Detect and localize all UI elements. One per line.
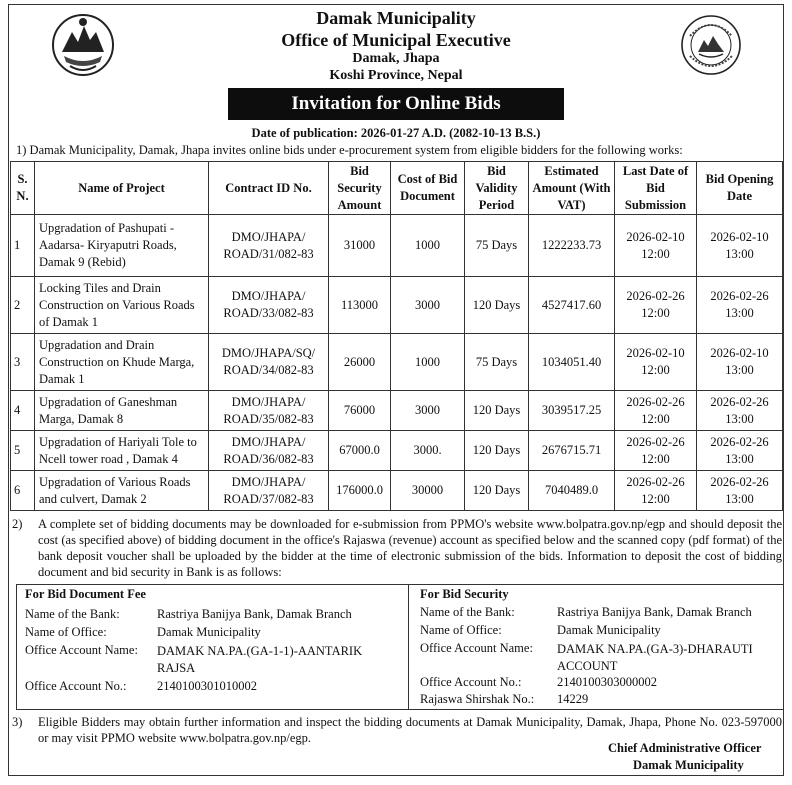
last-time: 12:00: [641, 246, 670, 261]
account-name-value: DAMAK NA.PA.(GA-3)-DHARAUTI ACCOUNT: [557, 642, 753, 673]
col-header: Bid Security Amount: [329, 162, 391, 215]
intro-paragraph: 1) Damak Municipality, Damak, Jhapa invites online bids under e-procurement system from eligible bidders for the following works:: [16, 143, 683, 157]
cell-estimated: 7040489.0: [529, 471, 615, 511]
last-time: 12:00: [641, 411, 670, 426]
cell-open-date: [697, 391, 783, 431]
notice-title-banner: Invitation for Online Bids: [228, 88, 564, 120]
cell-sn: 4: [11, 391, 35, 431]
location-line: Damak, Jhapa: [352, 51, 440, 66]
cell-cost: 1000: [391, 215, 465, 277]
cell-validity: 120 Days: [465, 471, 529, 511]
open-time: 13:00: [725, 246, 754, 261]
cell-last-date: [615, 277, 697, 334]
col-header: Contract ID No.: [209, 162, 329, 215]
col-header: Estimated Amount (With VAT): [529, 162, 615, 215]
cell-project: Upgradation of Hariyali Tole to Ncell tower road , Damak 4: [35, 431, 209, 471]
last-date: 2026-02-10: [626, 229, 685, 244]
last-date: 2026-02-26: [626, 434, 685, 449]
paragraph-text: A complete set of bidding documents may be downloaded for e-submission from PPMO's website www.bolpatra.gov.np/egp and should deposit the cost (as specified above) of bidding document in the office's Rajaswa (revenue) account as specified below and the scanned copy (pdf format) of the bank deposit voucher shall be uploaded by the bidder at the time of electronic submission of the bids. Information to deposit the cost of bidding document and bid security in Bank is as follows:: [38, 517, 782, 579]
cell-last-date: [615, 215, 697, 277]
cell-last-date: [615, 431, 697, 471]
bid-security-title: For Bid Security: [420, 587, 509, 601]
cell-estimated: 1222233.73: [529, 215, 615, 277]
cell-last-date: [615, 391, 697, 431]
cell-validity: 75 Days: [465, 334, 529, 391]
col-header: Name of Project: [35, 162, 209, 215]
bid-security-box: [408, 584, 784, 710]
account-no-value: 2140100301010002: [157, 679, 257, 693]
cell-sn: 6: [11, 471, 35, 511]
col-header: Bid Validity Period: [465, 162, 529, 215]
col-header: Bid Opening Date: [697, 162, 783, 215]
cell-estimated: 3039517.25: [529, 391, 615, 431]
cell-cost: 3000.: [391, 431, 465, 471]
bank-name-label: Name of the Bank:: [420, 605, 515, 619]
open-time: 13:00: [725, 451, 754, 466]
cell-open-date: [697, 431, 783, 471]
paragraph-number: 2): [12, 517, 23, 531]
cell-project: Upgradation of Ganeshman Marga, Damak 8: [35, 391, 209, 431]
cell-contract: DMO/JHAPA/SQ/ ROAD/34/082-83: [209, 334, 329, 391]
cell-contract: DMO/JHAPA/ ROAD/31/082-83: [209, 215, 329, 277]
table-row: [11, 431, 783, 471]
shirshak-value: 14229: [557, 692, 589, 706]
table-row: [11, 215, 783, 277]
cell-validity: 120 Days: [465, 431, 529, 471]
cell-security: 26000: [329, 334, 391, 391]
cell-contract: DMO/JHAPA/ ROAD/35/082-83: [209, 391, 329, 431]
cell-project: Locking Tiles and Drain Construction on Various Roads of Damak 1: [35, 277, 209, 334]
cell-open-date: [697, 334, 783, 391]
cell-open-date: [697, 215, 783, 277]
last-date: 2026-02-26: [626, 289, 685, 303]
cell-cost: 3000: [391, 391, 465, 431]
open-date: 2026-02-26: [710, 289, 769, 303]
cell-cost: 1000: [391, 334, 465, 391]
cell-security: 113000: [329, 277, 391, 334]
bid-fee-title: For Bid Document Fee: [25, 587, 146, 601]
office-name-label: Name of Office:: [25, 625, 107, 639]
cell-validity: 120 Days: [465, 391, 529, 431]
last-date: 2026-02-10: [626, 346, 685, 360]
office-name-label: Name of Office:: [420, 623, 502, 637]
open-date: 2026-02-10: [710, 346, 769, 360]
cell-open-date: [697, 277, 783, 334]
signatory-office: Damak Municipality: [633, 758, 744, 772]
cell-estimated: 2676715.71: [529, 431, 615, 471]
cell-sn: 2: [11, 277, 35, 334]
cell-cost: 3000: [391, 277, 465, 334]
col-header: Cost of Bid Document: [391, 162, 465, 215]
account-no-value: 2140100303000002: [557, 675, 657, 689]
cell-security: 76000: [329, 391, 391, 431]
cell-security: 31000: [329, 215, 391, 277]
last-date: 2026-02-26: [626, 394, 685, 409]
account-name-label: Office Account Name:: [420, 641, 533, 655]
open-time: 13:00: [725, 363, 754, 377]
works-table: [10, 161, 783, 511]
office-name-value: Damak Municipality: [157, 625, 261, 639]
cell-sn: 5: [11, 431, 35, 471]
table-row: [11, 334, 783, 391]
bank-name-value: Rastriya Banijya Bank, Damak Branch: [557, 605, 752, 619]
open-date: 2026-02-10: [710, 229, 769, 244]
cell-project: Upgradation of Various Roads and culvert, Damak 2: [35, 471, 209, 511]
cell-last-date: [615, 334, 697, 391]
cell-security: 176000.0: [329, 471, 391, 511]
cell-project: Upgradation of Pashupati - Aadarsa- Kiryaputri Roads, Damak 9 (Rebid): [35, 215, 209, 277]
table-header-row: [11, 162, 783, 215]
bank-name-value: Rastriya Banijya Bank, Damak Branch: [157, 607, 352, 621]
account-name-label: Office Account Name:: [25, 643, 138, 657]
table-row: [11, 277, 783, 334]
office-name-value: Damak Municipality: [557, 623, 661, 637]
cell-security: 67000.0: [329, 431, 391, 471]
open-date: 2026-02-26: [710, 474, 769, 489]
open-time: 13:00: [725, 491, 754, 506]
cell-validity: 75 Days: [465, 215, 529, 277]
cell-sn: 1: [11, 215, 35, 277]
open-time: 13:00: [725, 411, 754, 426]
bank-name-label: Name of the Bank:: [25, 607, 120, 621]
shirshak-label: Rajaswa Shirshak No.:: [420, 692, 535, 706]
open-date: 2026-02-26: [710, 394, 769, 409]
province-line: Koshi Province, Nepal: [329, 68, 463, 83]
last-time: 12:00: [641, 306, 670, 320]
cell-contract: DMO/JHAPA/ ROAD/36/082-83: [209, 431, 329, 471]
paragraph-text: Eligible Bidders may obtain further information and inspect the bidding documents at Damak Municipality, Damak, Jhapa, Phone No. 023-597000 or may visit PPMO website www.bolpatra.gov.np/egp.: [38, 715, 782, 745]
signatory-title: Chief Administrative Officer: [608, 741, 762, 755]
col-header: S. N.: [11, 162, 35, 215]
bid-fee-box: [16, 584, 408, 710]
last-time: 12:00: [641, 491, 670, 506]
office-name: Office of Municipal Executive: [281, 30, 511, 50]
open-time: 13:00: [725, 306, 754, 320]
publication-date: Date of publication: 2026-01-27 A.D. (2082-10-13 B.S.): [251, 126, 541, 140]
cell-contract: DMO/JHAPA/ ROAD/37/082-83: [209, 471, 329, 511]
cell-cost: 30000: [391, 471, 465, 511]
cell-estimated: 4527417.60: [529, 277, 615, 334]
cell-project: Upgradation and Drain Construction on Khude Marga, Damak 1: [35, 334, 209, 391]
cell-sn: 3: [11, 334, 35, 391]
last-time: 12:00: [641, 363, 670, 377]
cell-last-date: [615, 471, 697, 511]
table-row: [11, 391, 783, 431]
cell-estimated: 1034051.40: [529, 334, 615, 391]
cell-validity: 120 Days: [465, 277, 529, 334]
last-time: 12:00: [641, 451, 670, 466]
instructions-paragraph: [12, 516, 782, 580]
municipality-name: Damak Municipality: [316, 8, 476, 28]
table-row: [11, 471, 783, 511]
col-header: Last Date of Bid Submission: [615, 162, 697, 215]
account-no-label: Office Account No.:: [25, 679, 127, 693]
account-no-label: Office Account No.:: [420, 675, 522, 689]
cell-contract: DMO/JHAPA/ ROAD/33/082-83: [209, 277, 329, 334]
last-date: 2026-02-26: [626, 474, 685, 489]
account-name-value: DAMAK NA.PA.(GA-1-1)-AANTARIK RAJSA: [157, 644, 363, 675]
paragraph-number: 3): [12, 715, 23, 729]
open-date: 2026-02-26: [710, 434, 769, 449]
cell-open-date: [697, 471, 783, 511]
